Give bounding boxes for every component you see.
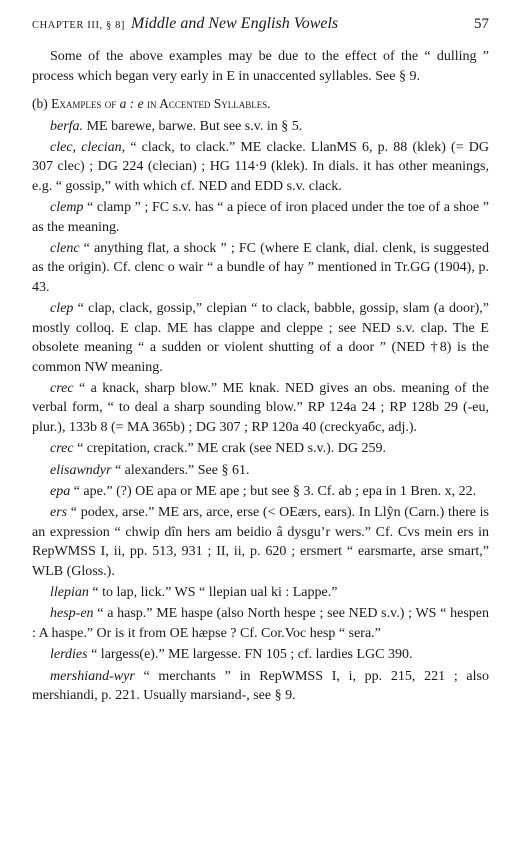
entry — [32, 461, 489, 480]
entry-text: “ merchants ” in RepWMSS I, i, pp. 215, 221 ; also mershiandi, p. 221. Usually marsiand-, see § 9. — [32, 668, 489, 703]
entry-headword: clep — [50, 301, 74, 317]
chapter-reference: CHAPTER III, § 8] — [32, 20, 126, 31]
intro-paragraph: Some of the above examples may be due to the effect of the “ dulling ” process which began very early in E in unaccented syllables. See § 9. — [32, 49, 489, 84]
section-title-pre: Examples of — [51, 96, 117, 112]
entry-headword: epa — [50, 483, 71, 499]
entry — [32, 583, 489, 602]
entry — [32, 379, 489, 437]
entry-text: “ clap, clack, gossip,” clepian “ to clack, babble, gossip, slam (a door),” mostly colloq. E clap. ME has clappe and cleppe ; see NED s.v. clap. The E obsolete meaning “ a sudden or violent shutting of a door ” (NED †8) is the common NW meaning. — [32, 301, 489, 375]
running-header — [32, 14, 489, 35]
entry-headword: crec — [50, 441, 74, 457]
entry-headword: crec — [50, 380, 74, 396]
section-formula: a : e — [119, 96, 144, 112]
section-title-post: in Accented Syllables. — [147, 96, 271, 112]
section-label: (b) — [32, 96, 48, 112]
entry — [32, 645, 489, 664]
entry-headword: berfa. — [50, 118, 84, 134]
entry-headword: clenc — [50, 241, 80, 257]
entry-text: ME barewe, barwe. But see s.v. in § 5. — [83, 118, 303, 134]
entry-text: “ largess(e).” ME largesse. FN 105 ; cf. lardies LGC 390. — [87, 647, 413, 663]
entry-text: “ podex, arse.” ME ars, arce, erse (< OEærs, ears). In Llŷn (Carn.) there is an expression “ chwip dîn hers am beidio â dysgu’r wers.” Cf. Cvs mein ers in RepWMSS I, ii, pp. 513, 931 ; II, ii, p. 620 ; ersmert “ earsmarte, arse smart,” WLB (Gloss.). — [32, 505, 489, 579]
entry-text: “ a hasp.” ME haspe (also North hespe ; see NED s.v.) ; WS “ hespen : A haspe.” Or is it from OE hæpse ? Cf. Cor.Voc hesp “ sera.” — [32, 606, 489, 641]
entry — [32, 482, 489, 501]
entry-headword: lerdies — [50, 647, 88, 663]
entry — [32, 299, 489, 377]
entry-headword: clec, clecian, — [50, 140, 126, 156]
entry-headword: ers — [50, 505, 68, 521]
entry-text: “ anything flat, a shock ” ; FC (where E clank, dial. clenk, is suggested as the origin). Cf. clenc o wair “ a bundle of hay ” mentioned in Tr.GG (1904), p. 43. — [32, 241, 489, 295]
page-number: 57 — [474, 16, 489, 32]
entry — [32, 239, 489, 297]
entry-text: “ clack, to clack.” ME clacke. LlanMS 6, p. 88 (klek) (= DG 307 clec) ; DG 224 (clecian) ; HG 114·9 (klek). In dials. it has other meanings, e.g. “ gossip,” with which cf. NED and EDD s.v. clack. — [32, 140, 489, 194]
running-title: Middle and New English Vowels — [131, 15, 339, 32]
entry-text: “ clamp ” ; FC s.v. has “ a piece of iron placed under the toe of a shoe ” as the meaning. — [32, 200, 489, 235]
entry — [32, 117, 489, 136]
entry-headword: hesp-en — [50, 606, 94, 622]
entry-headword: llepian — [50, 584, 89, 600]
entry — [32, 503, 489, 581]
entry-list — [32, 117, 489, 706]
entry — [32, 604, 489, 643]
entry-text: “ a knack, sharp blow.” ME knak. NED gives an obs. meaning of the verbal form, “ to deal a sharp sounding blow.” RP 124a 24 ; RP 128b 29 (-eu, plur.), 133b 8 (= MA 365b) ; DG 307 ; RP 120a 40 (creckyaбc, adj.). — [32, 380, 489, 435]
entry — [32, 198, 489, 237]
entry — [32, 138, 489, 196]
entry-headword: clemp — [50, 200, 84, 216]
section-heading — [32, 94, 489, 113]
entry-headword: elisawndyr — [50, 462, 112, 478]
entry-text: “ crepitation, crack.” ME crak (see NED s.v.). DG 259. — [73, 441, 386, 457]
entry-text: “ alexanders.” See § 61. — [111, 462, 250, 478]
entry-headword: mershiand-wyr — [50, 668, 135, 684]
entry-text: “ to lap, lick.” WS “ llepian ual ki : Lappe.” — [88, 584, 338, 600]
entry — [32, 439, 489, 458]
entry-text: “ ape.” (?) OE apa or ME ape ; but see § 3. Cf. ab ; epa in 1 Bren. x, 22. — [70, 483, 477, 499]
entry — [32, 667, 489, 706]
